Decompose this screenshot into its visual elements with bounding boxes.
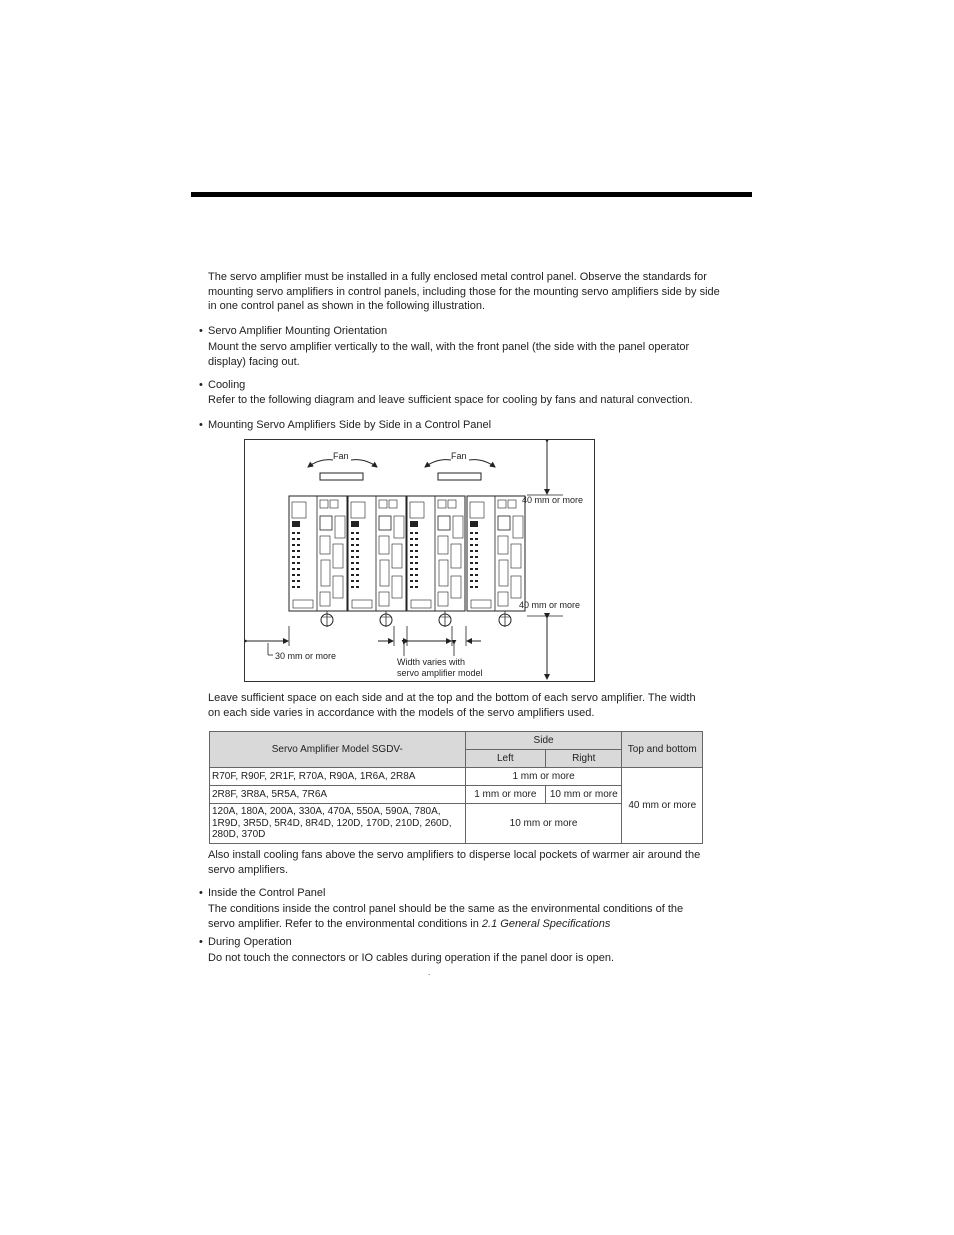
inside-panel-text: [208, 902, 708, 931]
servo-amplifier-icon: [467, 496, 525, 627]
airflow-arrow-icon: [425, 460, 451, 467]
top-bottom-value: 40 mm or more: [622, 768, 703, 844]
airflow-arrow-icon: [469, 460, 495, 467]
bullet-dot-icon: •: [199, 379, 203, 391]
bottom-clearance-label: 40 mm or more: [519, 600, 581, 610]
table-row: [210, 768, 703, 786]
row-right-value: 10 mm or more: [546, 786, 622, 804]
bullet-dot-icon: •: [199, 325, 203, 337]
intro-paragraph: The servo amplifier must be installed in a fully enclosed metal control panel. Observe the standards for mounting servo amplifiers in control panels, including those for the mounting servo amplifiers side by side in one control panel as shown in the following illustration.: [208, 271, 720, 312]
header-side: Side: [465, 732, 622, 750]
during-operation-text: Do not touch the connectors or IO cables during operation if the panel door is open.: [208, 952, 615, 964]
fan-icon: [320, 473, 363, 480]
header-right: Right: [546, 750, 622, 768]
bullet-dot-icon: •: [199, 419, 203, 431]
row-models: 120A, 180A, 200A, 330A, 470A, 550A, 590A, 780A, 1R9D, 3R5D, 5R4D, 8R4D, 120D, 170D, 210D, 260D, 280D, 370D: [210, 804, 466, 844]
stray-mark: .: [428, 968, 431, 977]
airflow-arrow-icon: [308, 460, 333, 467]
header-left: Left: [465, 750, 545, 768]
bullet-title: Servo Amplifier Mounting Orientation: [208, 325, 388, 337]
bullet-title: Inside the Control Panel: [208, 887, 326, 899]
row-side-value: 10 mm or more: [465, 804, 622, 844]
row-left-value: 1 mm or more: [465, 786, 545, 804]
fan-icon: [438, 473, 481, 480]
space-note-paragraph: Leave sufficient space on each side and at the top and the bottom of each servo amplifier. The width on each side varies in accordance with the models of the servo amplifiers used.: [208, 692, 696, 719]
bullet-title: During Operation: [208, 936, 292, 948]
mounting-diagram-art: [245, 440, 594, 681]
fan-left-label: Fan: [333, 451, 349, 461]
cooling-text: Refer to the following diagram and leave sufficient space for cooling by fans and natural convection.: [208, 394, 693, 406]
top-clearance-label: 40 mm or more: [522, 495, 584, 505]
bullet-title: Cooling: [208, 379, 246, 391]
servo-amplifier-icon: [289, 496, 347, 627]
airflow-arrow-icon: [351, 460, 377, 467]
bullet-dot-icon: •: [199, 936, 203, 948]
side-clearance-label: 30 mm or more: [275, 651, 337, 661]
clearance-table: [209, 731, 703, 844]
fan-right-label: Fan: [451, 451, 467, 461]
header-top-bottom: Top and bottom: [622, 732, 703, 768]
row-side-value: 1 mm or more: [465, 768, 622, 786]
row-models: 2R8F, 3R8A, 5R5A, 7R6A: [210, 786, 466, 804]
fan-note-paragraph: Also install cooling fans above the servo amplifiers to disperse local pockets of warmer air around the servo amplifiers.: [208, 849, 701, 876]
servo-amplifier-icon: [348, 496, 406, 627]
bullet-title: Mounting Servo Amplifiers Side by Side in a Control Panel: [208, 419, 492, 431]
mounting-diagram: [244, 439, 595, 682]
spec-reference-link: 2.1 General Specifications: [481, 917, 611, 930]
width-note-line2: servo amplifier model: [397, 668, 483, 678]
inside-panel-text-main: The conditions inside the control panel should be the same as the environmental conditions of the servo amplifier. Refer to the environmental conditions in: [208, 903, 684, 930]
servo-amplifier-icon: [407, 496, 465, 627]
orientation-text: Mount the servo amplifier vertically to the wall, with the front panel (the side with the panel operator display) facing out.: [208, 341, 690, 368]
width-note-line1: Width varies with: [397, 657, 466, 667]
header-model: Servo Amplifier Model SGDV-: [210, 732, 466, 768]
section-rule: [191, 192, 752, 197]
bullet-dot-icon: •: [199, 887, 203, 899]
row-models: R70F, R90F, 2R1F, R70A, R90A, 1R6A, 2R8A: [210, 768, 466, 786]
